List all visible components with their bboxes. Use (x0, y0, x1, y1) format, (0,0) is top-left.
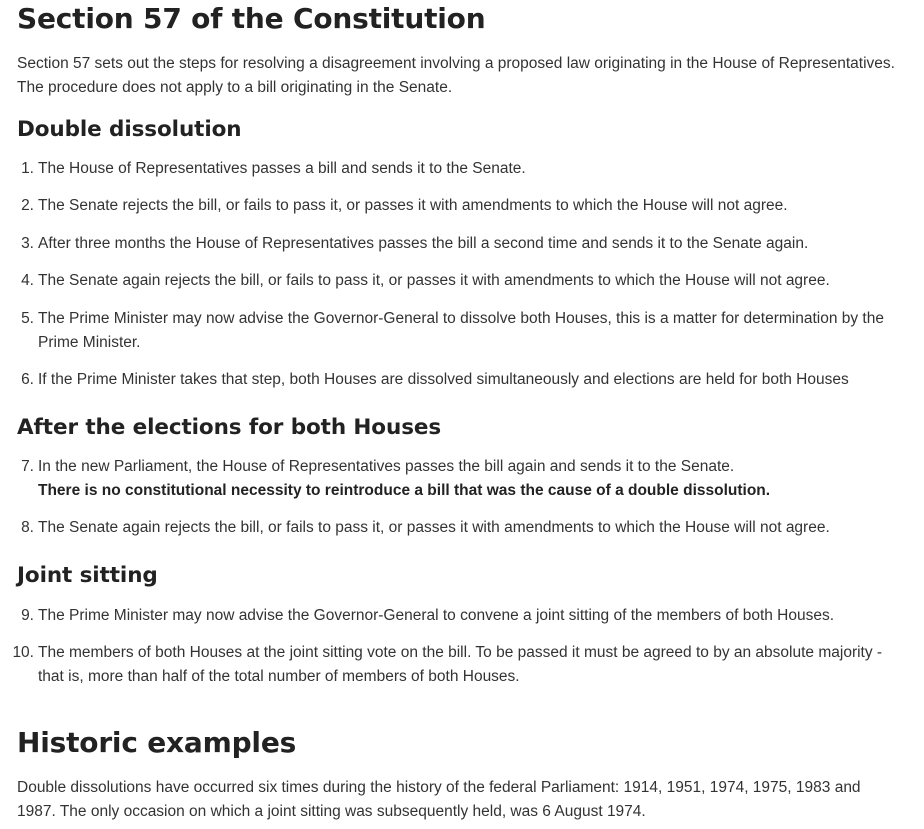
list-item-text (38, 455, 888, 503)
list-item-text: The Prime Minister may now advise the Governor-General to convene a joint sitting of the members of both Houses. (38, 607, 835, 624)
intro-paragraph: Section 57 sets out the steps for resolving a disagreement involving a proposed law originating in the House of Representatives. The procedure does not apply to a bill originating in the Senate. (17, 55, 895, 96)
list-item-number: 1. (21, 160, 34, 177)
list-item-number: 9. (21, 607, 34, 624)
list-item-text: The Senate again rejects the bill, or fails to pass it, or passes it with amendments to which the House will not agree. (38, 272, 830, 289)
list-item-text: After three months the House of Representatives passes the bill a second time and sends it to the Senate again. (38, 235, 809, 252)
section-heading-joint-sitting: Joint sitting (17, 563, 158, 588)
list-item-number: 10. (12, 644, 34, 661)
list-item-text: The members of both Houses at the joint sitting vote on the bill. To be passed it must be agreed to by an absolute majority - that is, more than half of the total number of members of both Houses. (38, 644, 883, 685)
list-item-main-text: In the new Parliament, the House of Representatives passes the bill again and sends it to the Senate. (38, 458, 735, 475)
list-item-text: The Prime Minister may now advise the Governor-General to dissolve both Houses, this is a matter for determination by the Prime Minister. (38, 310, 884, 351)
list-item-number: 7. (21, 458, 34, 475)
page-title: Section 57 of the Constitution (17, 2, 486, 35)
list-item-number: 5. (21, 310, 34, 327)
list-item-number: 8. (21, 519, 34, 536)
list-item-text: The Senate rejects the bill, or fails to pass it, or passes it with amendments to which the House will not agree. (38, 197, 788, 214)
list-item-number: 2. (21, 197, 34, 214)
list-item-number: 6. (21, 371, 34, 388)
list-item-text: If the Prime Minister takes that step, both Houses are dissolved simultaneously and elections are held for both Houses (38, 371, 849, 388)
list-item-number: 4. (21, 272, 34, 289)
list-item-number: 3. (21, 235, 34, 252)
section-heading-after-elections: After the elections for both Houses (17, 415, 442, 440)
list-item-text: The Senate again rejects the bill, or fails to pass it, or passes it with amendments to which the House will not agree. (38, 519, 830, 536)
section-heading-double-dissolution: Double dissolution (17, 117, 242, 142)
list-item-text: The House of Representatives passes a bill and sends it to the Senate. (38, 160, 526, 177)
historic-examples-heading: Historic examples (17, 726, 297, 759)
list-item-bold-note: There is no constitutional necessity to reintroduce a bill that was the cause of a double dissolution. (38, 482, 771, 499)
historic-examples-paragraph: Double dissolutions have occurred six times during the history of the federal Parliament: 1914, 1951, 1974, 1975, 1983 and 1987. The only occasion on which a joint sitting was subsequently held, was 6 August 1974. (17, 779, 861, 820)
